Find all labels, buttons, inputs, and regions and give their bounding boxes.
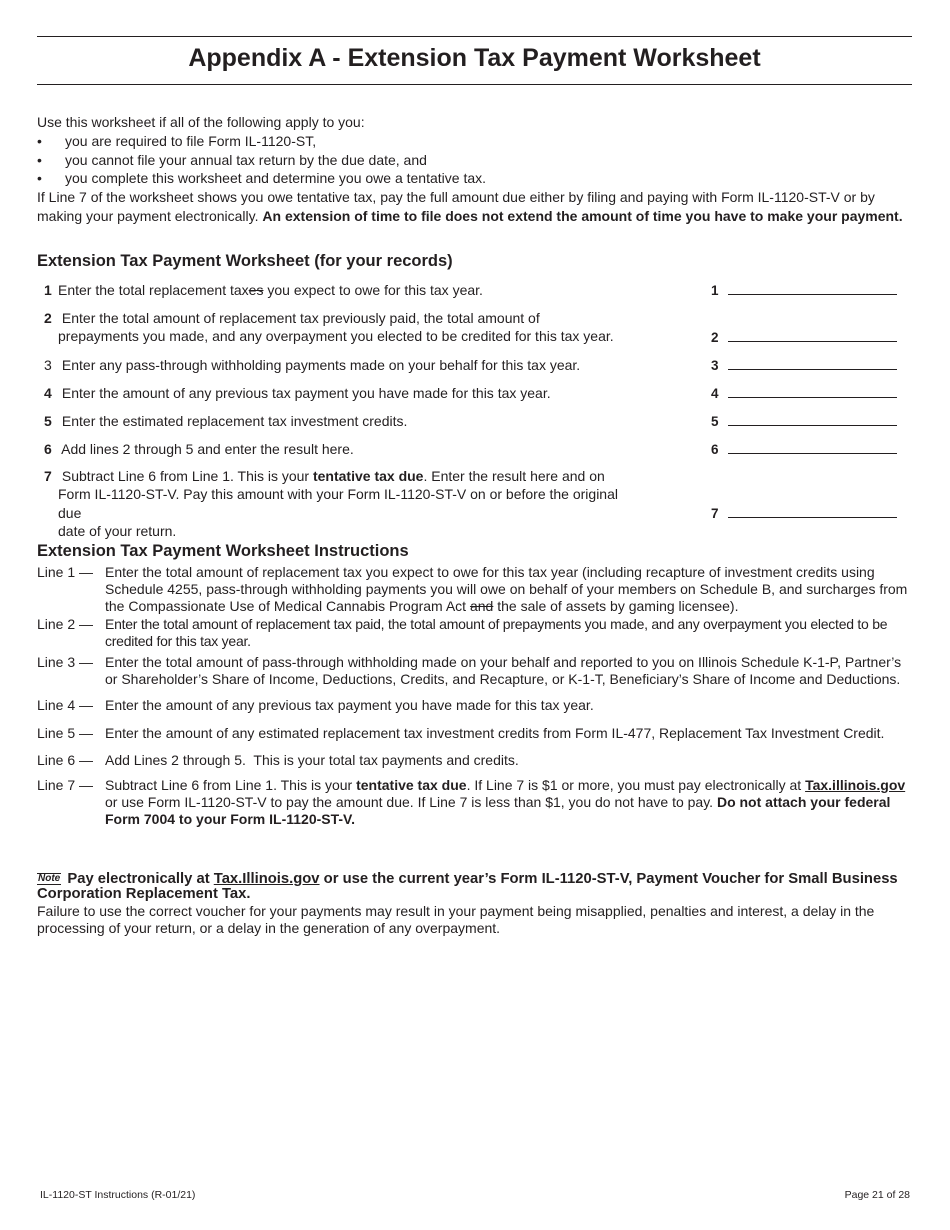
worksheet-line-5: 5 Enter the estimated replacement tax investment credits.	[44, 413, 408, 429]
worksheet-line-4: 4 Enter the amount of any previous tax payment you have made for this tax year.	[44, 385, 551, 401]
intro-bullet: • you complete this worksheet and determine you owe a tentative tax.	[37, 170, 487, 187]
note-body: Failure to use the correct voucher for your payments may result in your payment being misapplied, penalties and interest, a delay in the processing of your return, or a delay in the generation of any overpayment.	[37, 903, 875, 936]
intro-bullet: • you are required to file Form IL-1120-ST,	[37, 132, 317, 149]
note-heading: Note Pay electronically at Tax.Illinois.gov or use the current year’s Form IL-1120-ST-V, Payment Voucher for Small Business Corporation Replacement Tax.	[37, 871, 898, 902]
instruction-line-2: Line 2 — Enter the total amount of replacement tax paid, the total amount of prepayments you made, and any overpayment you elected to be credited for this tax year.	[37, 616, 888, 649]
worksheet-line-1: 1 Enter the total replacement taxes you expect to owe for this tax year.	[44, 282, 483, 298]
worksheet-line-2: 2 Enter the total amount of replacement tax previously paid, the total amount of prepayments you made, and any overpayment you elected to be credited for this tax year.	[44, 310, 614, 345]
top-rule	[37, 36, 912, 37]
worksheet-line-6: 6 Add lines 2 through 5 and enter the result here.	[44, 441, 354, 457]
line-5-entry-field[interactable]: 5	[711, 411, 897, 429]
instruction-line-1: Line 1 — Enter the total amount of replacement tax you expect to owe for this tax year (including recapture of investment credits using Schedule 4255, pass-through withholding payments you will owe on behalf of your members on Schedule B, and surcharges from the Compassionate Use of Medical Cannabis Program Act and the sale of assets by gaming licensee).	[37, 564, 908, 614]
instruction-line-6: Line 6 — Add Lines 2 through 5. This is your total tax payments and credits.	[37, 752, 519, 768]
page-title: Appendix A - Extension Tax Payment Worksheet	[188, 44, 761, 72]
title-rule	[37, 84, 912, 85]
intro-lead: Use this worksheet if all of the following apply to you:	[37, 114, 365, 130]
line-6-entry-field[interactable]: 6	[711, 439, 897, 457]
tax-illinois-link[interactable]: Tax.illinois.gov	[805, 777, 906, 793]
intro-section	[37, 113, 912, 226]
bullet-icon: •	[37, 151, 42, 168]
worksheet-heading: Extension Tax Payment Worksheet (for your records)	[37, 252, 453, 270]
line-2-entry-field[interactable]: 2	[711, 327, 897, 345]
line-7-entry-field[interactable]: 7	[711, 503, 897, 521]
tax-illinois-gov-link[interactable]: Tax.Illinois.gov	[213, 871, 320, 887]
bullet-icon: •	[37, 132, 42, 149]
instruction-line-5: Line 5 — Enter the amount of any estimated replacement tax investment credits from Form IL-477, Replacement Tax Investment Credit.	[37, 725, 885, 741]
instruction-line-4: Line 4 — Enter the amount of any previous tax payment you have made for this tax year.	[37, 697, 594, 713]
bullet-icon: •	[37, 170, 42, 187]
footer-form-id: IL-1120-ST Instructions (R-01/21)	[40, 1189, 196, 1201]
worksheet-line-3: 3 Enter any pass-through withholding payments made on your behalf for this tax year.	[44, 357, 581, 373]
line-4-entry-field[interactable]: 4	[711, 383, 897, 401]
note-section	[37, 872, 917, 937]
instruction-line-7: Line 7 — Subtract Line 6 from Line 1. This is your tentative tax due. If Line 7 is $1 or more, you must pay electronically at Tax.illinois.gov or use Form IL-1120-ST-V to pay the amount due. If Line 7 is less than $1, you do not have to pay. Do not attach your federal Form 7004 to your Form IL-1120-ST-V.	[37, 777, 906, 827]
intro-bullet: • you cannot file your annual tax return by the due date, and	[37, 151, 427, 168]
intro-paragraph: If Line 7 of the worksheet shows you owe tentative tax, pay the full amount due either by filing and paying with Form IL-1120-ST-V or by making your payment electronically. An extension of time to file does not extend the amount of time you have to make your payment.	[37, 189, 903, 224]
note-arrow-icon: Note	[38, 873, 61, 884]
instruction-line-3: Line 3 — Enter the total amount of pass-through withholding made on your behalf and reported to you on Illinois Schedule K-1-P, Partner’s or Shareholder’s Share of Income, Deductions, Credits, and Recapture, or K-1-T, Beneficiary’s Share of Income and Deductions.	[37, 654, 902, 687]
worksheet-line-7: 7 Subtract Line 6 from Line 1. This is your tentative tax due. Enter the result here and on Form IL-1120-ST-V. Pay this amount with your Form IL-1120-ST-V on or before the original due date of your return.	[44, 468, 618, 540]
line-1-entry-field[interactable]: 1	[711, 280, 897, 298]
footer-page-number: Page 21 of 28	[844, 1189, 910, 1201]
line-3-entry-field[interactable]: 3	[711, 355, 897, 373]
instructions-heading: Extension Tax Payment Worksheet Instructions	[37, 542, 409, 560]
